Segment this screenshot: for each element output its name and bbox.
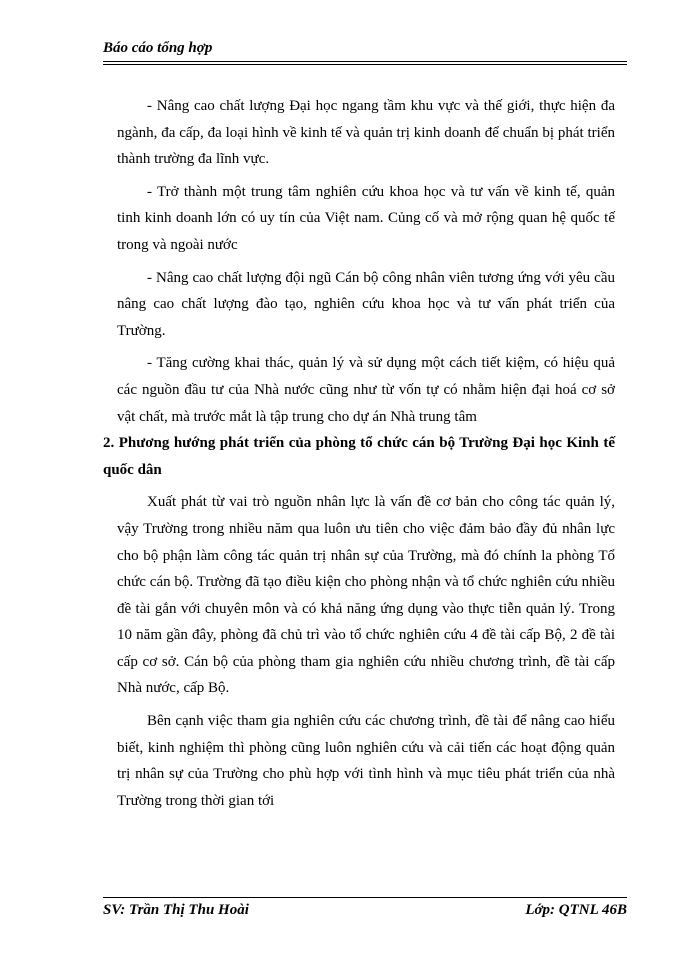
- bullet-item-2: - Trở thành một trung tâm nghiên cứu khoa học và tư vấn về kinh tế, quản tinh kinh doanh lớn có uy tín của Việt nam. Củng cố và mở rộng quan hệ quốc tế trong và ngoài nước: [117, 183, 615, 253]
- footer-divider: [103, 897, 627, 898]
- document-header-title: Báo cáo tổng hợp: [103, 40, 213, 56]
- header-divider: [103, 61, 627, 65]
- section-heading: 2. Phương hướng phát triển của phòng tổ chức cán bộ Trường Đại học Kinh tế quốc dân: [103, 435, 615, 478]
- footer-class: Lớp: QTNL 46B: [525, 902, 627, 918]
- bullet-item-4: - Tăng cường khai thác, quản lý và sử dụng một cách tiết kiệm, có hiệu quả các nguồn đầu tư của Nhà nước cũng như từ vốn tự có nhằm hiện đại hoá cơ sở vật chất, mà trước mắt là tập trung cho dự án Nhà trung tâm: [117, 355, 615, 425]
- bullet-item-1: - Nâng cao chất lượng Đại học ngang tầm khu vực và thế giới, thực hiện đa ngành, đa cấp, đa loại hình về kinh tế và quản trị kinh doanh để chuẩn bị phát triển thành trường đa lĩnh vực.: [117, 98, 615, 168]
- bullet-item-3: - Nâng cao chất lượng đội ngũ Cán bộ công nhân viên tương ứng với yêu cầu nâng cao chất lượng đào tạo, nghiên cứu khoa học và tư vấn phát triển của Trường.: [117, 269, 615, 339]
- footer-student-name: SV: Trần Thị Thu Hoài: [103, 902, 249, 918]
- body-paragraph-1: Xuất phát từ vai trò nguồn nhân lực là vấn đề cơ bản cho công tác quản lý, vậy Trường trong nhiều năm qua luôn ưu tiên cho việc đảm bảo đầy đủ nhân lực cho bộ phận làm công tác quản trị nhân sự của Trường, mà đó chính la phòng Tổ chức cán bộ. Trường đã tạo điều kiện cho phòng nhận và tổ chức nghiên cứu nhiều đề tài gắn với chuyên môn và có khả năng ứng dụng vào thực tiễn quản lý. Trong 10 năm gần đây, phòng đã chủ trì vào tổ chức nghiên cứu 4 đề tài cấp Bộ, 2 đề tài cấp cơ sở. Cán bộ của phòng tham gia nghiên cứu nhiều chương trình, đề tài cấp Nhà nước, cấp Bộ.: [117, 494, 615, 697]
- body-paragraph-2: Bên cạnh việc tham gia nghiên cứu các chương trình, đề tài để nâng cao hiểu biết, kinh nghiệm thì phòng cũng luôn nghiên cứu và cải tiến các hoạt động quản trị nhân sự của Trường cho phù hợp với tình hình và mục tiêu phát triển của nhà Trường trong thời gian tới: [117, 713, 615, 809]
- document-body: [103, 93, 615, 820]
